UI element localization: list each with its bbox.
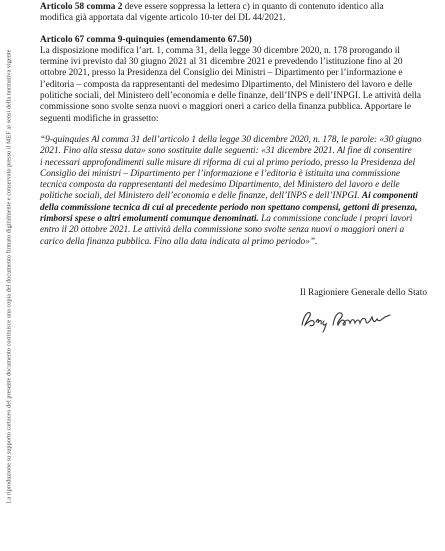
art58-paragraph	[40, 2, 440, 25]
signatory-title: Il Ragioniere Generale dello Stato	[300, 288, 428, 298]
handwritten-signature	[300, 305, 400, 333]
quote-line: i necessari approfondimenti sulle misure di riforma di cui al primo periodo, presso la Presidenza del	[40, 157, 416, 168]
quote-bold-text: della commissione tecnica di cui al precedente periodo non spettano compensi, gettoni di presenza,	[40, 202, 418, 213]
quote-line: Consiglio dei ministri – Dipartimento per l’informazione e l’editoria è istituita una commissione	[40, 168, 400, 179]
art67-heading: Articolo 67 comma 9-quinquies (emendamento 67.50)	[40, 34, 252, 45]
quote-line: carico della finanza pubblica. Fino alla data indicata al primo periodo»”.	[40, 236, 318, 247]
art67-body-line: l’editoria – composta da rappresentanti del medesimo Dipartimento, del Ministero del lavoro e delle	[40, 79, 413, 90]
art58-text-2: modifica già apportata dal vigente articolo 10-ter del DL 44/2021.	[40, 13, 286, 24]
art67-body-line: La disposizione modifica l’art. 1, comma 31, della legge 30 dicembre 2020, n. 178 prorogando il	[40, 45, 400, 56]
quote-line: politiche sociali, del Ministero dell’economia e delle finanze, dell’INPS e dell’INPGI.	[40, 191, 362, 202]
art58-heading: Articolo 58 comma 2	[40, 2, 123, 12]
art67-body	[40, 46, 440, 125]
quote-line: 2021. Fino alla stessa data» sono sostituite dalle seguenti: «31 dicembre 2021. Al fine di consentire	[40, 146, 412, 157]
quote-line: La commissione conclude i propri lavori	[258, 214, 413, 225]
quote-bold-text: rimborsi spese o altri emolumenti comunque denominati.	[40, 214, 259, 225]
quote-bold-text: Ai componenti	[361, 191, 418, 202]
document-body	[40, 2, 440, 248]
side-note	[3, 10, 15, 542]
art67-body-line: seguenti modifiche in grassetto:	[40, 113, 159, 124]
art67-body-line: commissione sono svolte senza nuovi o maggiori oneri a carico della finanza pubblica. Apportare le	[40, 102, 411, 113]
quote-line: “9-quinquies Al comma 31 dell’articolo 1 della legge 30 dicembre 2020, n. 178, le parole: «30 giugno	[40, 134, 422, 145]
art67-body-line: ottobre 2021, presso la Presidenza del Consiglio dei Ministri – Dipartimento per l’informazione e	[40, 68, 403, 79]
quote-line: entro il 20 ottobre 2021. Le attività della commissione sono svolte senza nuovi o maggiori oneri a	[40, 225, 405, 236]
amendment-quote	[40, 135, 440, 248]
art67-body-line: politiche sociali, del Ministero dell’economia e delle finanze, dell’INPS e dell’INPGI. Le attività della	[40, 91, 422, 102]
quote-line: tecnica composta da rappresentanti del medesimo Dipartimento, del Ministero del lavoro e delle	[40, 180, 400, 191]
side-note-text: La riproduzione su supporto cartaceo del presente documento costituisce una copia del documento firmato digitalmente e conservato presso il MEF ai sensi della normativa vigente	[5, 49, 13, 503]
art58-text-1: deve essere soppressa la lettera c) in quanto di contenuto identico alla	[122, 2, 384, 12]
art67-body-line: termine ivi previsto dal 30 giugno 2021 al 31 dicembre 2021 e prevedendo l’istituzione fino al 20	[40, 57, 403, 68]
